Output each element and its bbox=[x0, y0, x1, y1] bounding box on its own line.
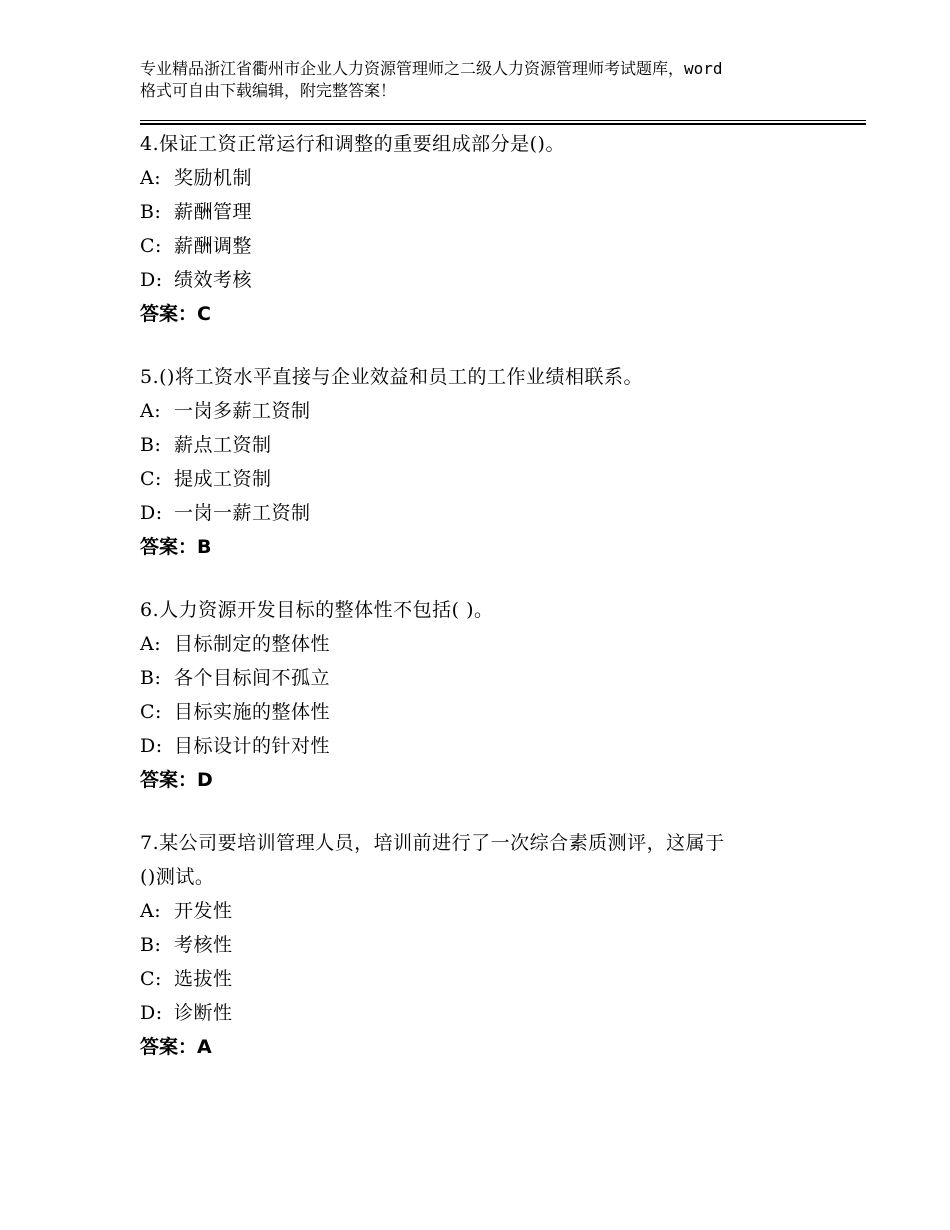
option-a bbox=[140, 897, 860, 925]
answer-label: 答案： bbox=[140, 769, 198, 791]
option-label: C: bbox=[140, 968, 162, 990]
option-a bbox=[140, 630, 860, 658]
question-number: 5. bbox=[140, 366, 160, 388]
option-text: 提成工资制 bbox=[174, 468, 272, 490]
option-text: 目标设计的针对性 bbox=[174, 735, 331, 757]
option-label: B: bbox=[140, 934, 162, 956]
header-line-1: 专业精品浙江省衢州市企业人力资源管理师之二级人力资源管理师考试题库，word bbox=[140, 59, 723, 78]
question-text: 人力资源开发目标的整体性不包括( )。 bbox=[159, 599, 494, 621]
option-label: D: bbox=[140, 735, 163, 757]
answer-value: D bbox=[197, 769, 213, 791]
question-5 bbox=[140, 363, 860, 561]
answer-label: 答案： bbox=[140, 536, 198, 558]
question-number: 7. bbox=[140, 832, 160, 854]
option-a bbox=[140, 164, 860, 192]
option-c bbox=[140, 232, 860, 260]
option-label: D: bbox=[140, 269, 163, 291]
question-stem-continued: ()测试。 bbox=[140, 866, 215, 888]
option-text: 选拔性 bbox=[174, 968, 233, 990]
question-text: 保证工资正常运行和调整的重要组成部分是()。 bbox=[159, 133, 565, 155]
question-stem bbox=[140, 596, 860, 624]
option-label: B: bbox=[140, 667, 162, 689]
option-text: 开发性 bbox=[174, 900, 233, 922]
document-header bbox=[140, 58, 840, 102]
option-label: D: bbox=[140, 502, 163, 524]
option-label: A: bbox=[140, 167, 162, 189]
option-d bbox=[140, 499, 860, 527]
option-b bbox=[140, 198, 860, 226]
question-stem bbox=[140, 363, 860, 391]
option-b bbox=[140, 664, 860, 692]
question-number: 6. bbox=[140, 599, 160, 621]
option-text: 一岗多薪工资制 bbox=[174, 400, 311, 422]
question-7 bbox=[140, 829, 860, 1061]
option-label: A: bbox=[140, 900, 162, 922]
answer-value: A bbox=[197, 1036, 212, 1058]
question-text: ()将工资水平直接与企业效益和员工的工作业绩相联系。 bbox=[159, 366, 643, 388]
option-label: C: bbox=[140, 701, 162, 723]
option-b bbox=[140, 431, 860, 459]
option-c bbox=[140, 465, 860, 493]
option-text: 薪酬管理 bbox=[174, 201, 253, 223]
question-number: 4. bbox=[140, 133, 160, 155]
option-text: 目标制定的整体性 bbox=[174, 633, 331, 655]
option-text: 奖励机制 bbox=[174, 167, 253, 189]
header-line-2: 格式可自由下载编辑，附完整答案！ bbox=[140, 81, 397, 100]
answer-value: B bbox=[197, 536, 212, 558]
option-d bbox=[140, 266, 860, 294]
option-c bbox=[140, 965, 860, 993]
option-c bbox=[140, 698, 860, 726]
answer bbox=[140, 1033, 860, 1061]
question-text: 某公司要培训管理人员，培训前进行了一次综合素质测评，这属于 bbox=[159, 832, 725, 854]
option-label: C: bbox=[140, 468, 162, 490]
option-text: 一岗一薪工资制 bbox=[174, 502, 311, 524]
option-text: 各个目标间不孤立 bbox=[174, 667, 331, 689]
header-divider bbox=[140, 120, 866, 125]
answer-label: 答案： bbox=[140, 1036, 198, 1058]
option-text: 诊断性 bbox=[174, 1002, 233, 1024]
option-d bbox=[140, 732, 860, 760]
question-stem bbox=[140, 130, 860, 158]
answer-label: 答案： bbox=[140, 303, 198, 325]
answer-value: C bbox=[197, 303, 211, 325]
option-a bbox=[140, 397, 860, 425]
question-4 bbox=[140, 130, 860, 328]
question-stem bbox=[140, 829, 860, 857]
question-list bbox=[140, 130, 860, 1096]
option-label: C: bbox=[140, 235, 162, 257]
option-text: 薪点工资制 bbox=[174, 434, 272, 456]
option-label: D: bbox=[140, 1002, 163, 1024]
answer bbox=[140, 766, 860, 794]
option-text: 考核性 bbox=[174, 934, 233, 956]
answer bbox=[140, 300, 860, 328]
option-label: B: bbox=[140, 201, 162, 223]
option-d bbox=[140, 999, 860, 1027]
option-label: A: bbox=[140, 633, 162, 655]
option-text: 目标实施的整体性 bbox=[174, 701, 331, 723]
answer bbox=[140, 533, 860, 561]
question-6 bbox=[140, 596, 860, 794]
option-label: B: bbox=[140, 434, 162, 456]
option-text: 薪酬调整 bbox=[174, 235, 253, 257]
option-label: A: bbox=[140, 400, 162, 422]
option-b bbox=[140, 931, 860, 959]
option-text: 绩效考核 bbox=[174, 269, 253, 291]
